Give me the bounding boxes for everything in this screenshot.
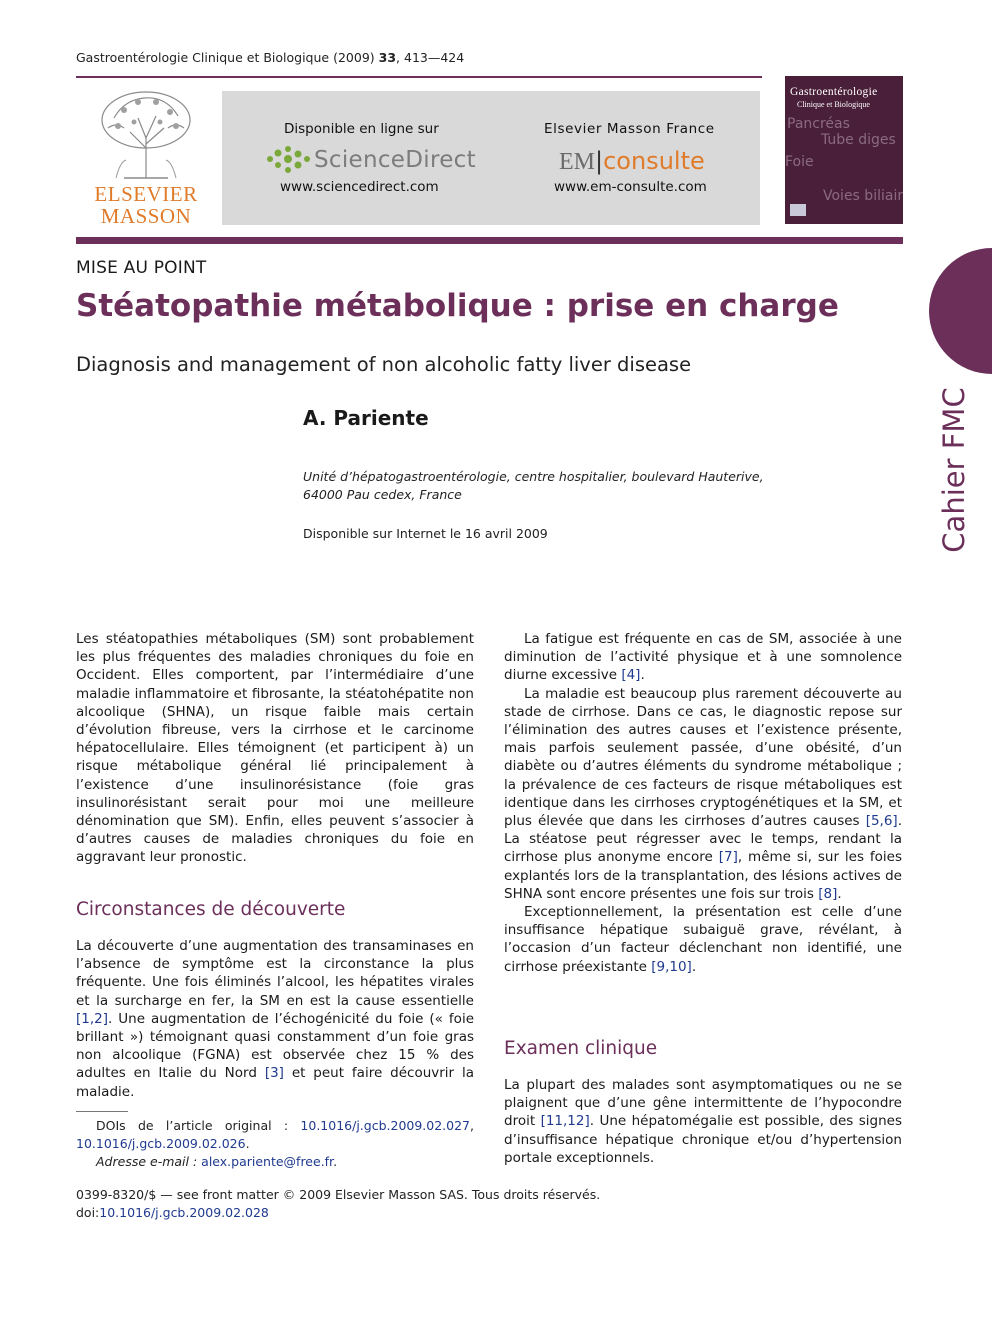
- journal-pages: 413—424: [404, 50, 465, 65]
- fatigue-paragraph: La fatigue est fréquente en cas de SM, associée à une diminution de l’activité physique et à une somnolence diurne excessive [4].: [504, 631, 902, 684]
- citation-link[interactable]: [3]: [264, 1065, 284, 1082]
- heading-circonstances: Circonstances de découverte: [76, 899, 346, 920]
- citation-link[interactable]: [7]: [718, 849, 738, 866]
- online-date: Disponible sur Internet le 16 avril 2009: [303, 526, 548, 541]
- footnote-rule: [76, 1111, 128, 1112]
- online-availability-banner: [222, 91, 760, 225]
- citation-link[interactable]: [4]: [621, 667, 641, 684]
- exceptional-paragraph: Exceptionnellement, la présentation est celle d’une insuffisance hépatique subaiguë grave, révélant, à l’occasion d’un facteur déclenchant non identifié, une cirrhose préexistante [9,10].: [504, 904, 902, 975]
- section-tab: [929, 248, 992, 374]
- logo-line-2: MASSON: [100, 204, 192, 228]
- cahier-fmc-label: Cahier FMC: [937, 387, 971, 553]
- column-2-top: [504, 630, 902, 976]
- tree-icon: [94, 88, 198, 180]
- elsevier-masson-logo: [84, 88, 208, 228]
- heading-examen-clinique: Examen clinique: [504, 1038, 658, 1059]
- copyright-block: 0399-8320/$ — see front matter © 2009 Elsevier Masson SAS. Tous droits réservés. doi:10.1016/j.gcb.2009.02.028: [76, 1187, 601, 1220]
- article-title: Stéatopathie métabolique : prise en charge: [76, 288, 839, 324]
- cover-word: Foie: [785, 154, 814, 170]
- citation-link[interactable]: [11,12]: [540, 1113, 590, 1130]
- article-english-title: Diagnosis and management of non alcoholic fatty liver disease: [76, 353, 692, 376]
- discovery-paragraph: La découverte d’une augmentation des transaminases en l’absence de symptôme est la circonstance la plus fréquente. Une fois éliminés l’alcool, les hépatites virales et la surcharge en fer, la SM en est la cause essentielle [1,2]. Une augmentation de l’échogénicité du foie (« foie brillant ») témoignant quasi constamment d’un foie gras non alcoolique (FGNA) est observée chez 15 % des adultes en Italie du Nord [3] et peut faire découvrir la maladie.: [76, 938, 475, 1100]
- citation-link[interactable]: [5,6]: [865, 813, 898, 830]
- cover-word: Tube diges: [821, 132, 896, 148]
- article-type: MISE AU POINT: [76, 258, 207, 278]
- doi-link[interactable]: 10.1016/j.gcb.2009.02.026: [76, 1136, 246, 1151]
- header-rule: [76, 76, 762, 78]
- cover-title: Gastroentérologie: [790, 86, 878, 98]
- journal-cover: [785, 76, 903, 224]
- intro-paragraph: Les stéatopathies métaboliques (SM) sont probablement les plus fréquentes des maladies chroniques du foie en Occident. Elles comportent, par l’intermédiaire d’une maladie inflammatoire et fibrosante, la stéatohépatite non alcoolique (SHNA), un risque faible mais certain d’évolution fibreuse, vers la cirrhose et le carcinome hépatocellulaire. Elles témoignent (et participent à) un risque métabolique général lié principalement à l’existence d’une insulinorésistance (foie gras insulinorésistant serait pour moi une meilleure dénomination que SM). Enfin, elles peuvent s’associer à d’autres causes de maladies chroniques du foie en aggravant leur pronostic.: [76, 631, 474, 866]
- sciencedirect-brand: ScienceDirect: [314, 147, 476, 173]
- em-consulte-brand: EM|consulte: [559, 147, 705, 175]
- sciencedirect-url[interactable]: www.sciencedirect.com: [280, 179, 439, 195]
- citation-link[interactable]: [9,10]: [651, 958, 692, 975]
- author-affiliation: Unité d’hépatogastroentérologie, centre hospitalier, boulevard Hauterive, 64000 Pau cedex, France: [303, 469, 764, 502]
- sciencedirect-caption: Disponible en ligne sur: [284, 121, 439, 137]
- cover-word: Voies biliair: [823, 188, 903, 204]
- cover-subtitle: Clinique et Biologique: [797, 100, 870, 109]
- footnote: DOIs de l’article original : 10.1016/j.gcb.2009.02.027, 10.1016/j.gcb.2009.02.026. Adresse e-mail : alex.pariente@free.fr.: [76, 1118, 474, 1169]
- journal-name: Gastroentérologie Clinique et Biologique (2009): [76, 50, 375, 65]
- em-consulte-url[interactable]: www.em-consulte.com: [554, 179, 707, 195]
- cover-badge: [790, 204, 806, 216]
- doi-link[interactable]: 10.1016/j.gcb.2009.02.028: [99, 1205, 269, 1220]
- citation-link[interactable]: [1,2]: [76, 1010, 109, 1027]
- cirrhosis-paragraph: La maladie est beaucoup plus rarement découverte au stade de cirrhose. Dans ce cas, le diagnostic repose sur l’élimination des autres causes et l’existence présente, mais parfois seulement passée, d’une obésité, d’un diabète ou d’autres éléments du syndrome métabolique ; la prévalence de ces facteurs de risque métaboliques est identique dans les cirrhoses cryptogénétiques et la SM, et plus élevée que dans les cirrhoses d’autres causes [5,6]. La stéatose peut régresser avec le temps, rendant la cirrhose plus anonyme encore [7], même si, sur les foies explantés lors de la transplantation, des lésions actives de SHNA sont encore présentes une fois sur trois [8].: [504, 685, 903, 902]
- cover-word: Pancréas: [787, 116, 850, 132]
- journal-citation: Gastroentérologie Clinique et Biologique (2009) 33, 413—424: [76, 50, 465, 65]
- elsevier-masson-france-caption: Elsevier Masson France: [544, 121, 715, 137]
- doi-link[interactable]: 10.1016/j.gcb.2009.02.027: [300, 1118, 471, 1133]
- clinical-exam-paragraph: La plupart des malades sont asymptomatiques ou ne se plaignent que d’une gêne intermittente de l’hypocondre droit [11,12]. Une hépatomégalie est possible, des signes d’insuffisance hépatique chronique et/ou d’hypertension portale exceptionnels.: [504, 1077, 902, 1166]
- citation-link[interactable]: [8]: [818, 885, 838, 902]
- journal-volume: 33: [378, 50, 397, 65]
- sciencedirect-logo-icon: [264, 145, 314, 175]
- email-link[interactable]: alex.pariente@free.fr: [201, 1154, 334, 1169]
- logo-line-1: ELSEVIER: [94, 182, 198, 206]
- main-rule: [76, 237, 903, 244]
- author-name: A. Pariente: [303, 406, 429, 430]
